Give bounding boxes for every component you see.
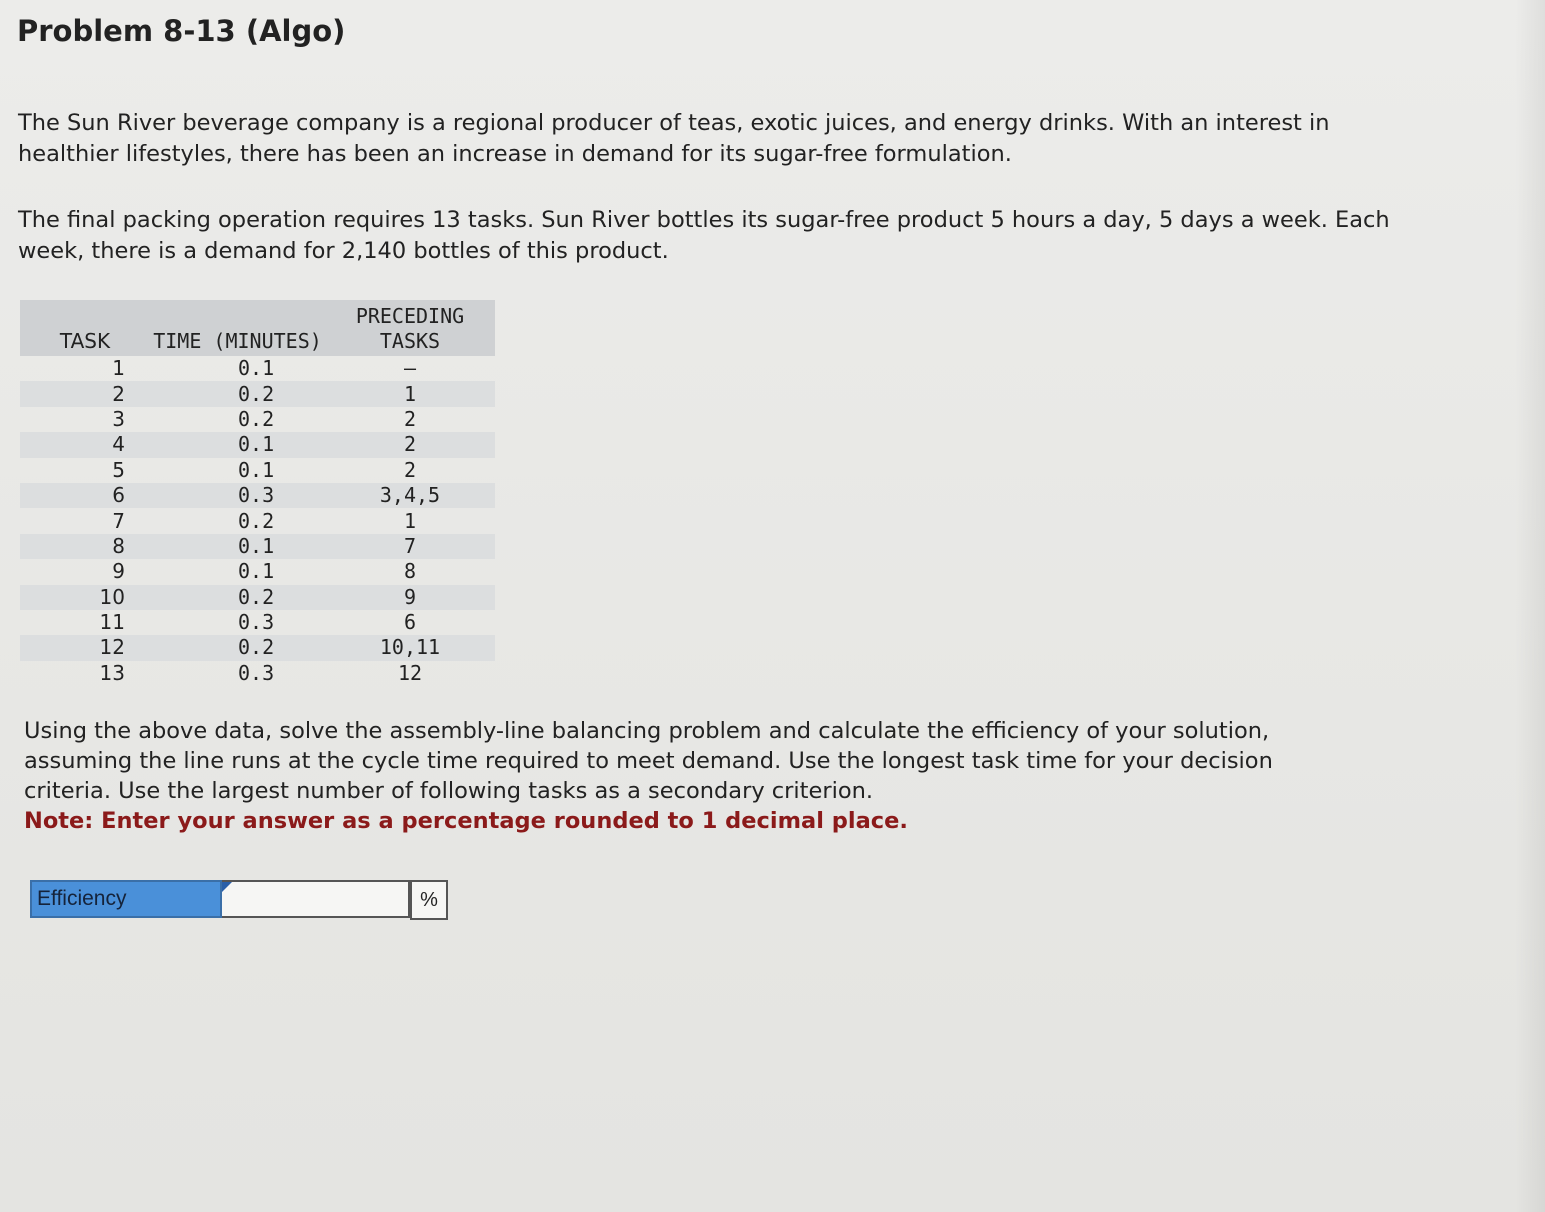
time-cell: 0.2 [238,508,275,533]
table-row [20,407,495,432]
time-cell: 0.1 [238,533,275,558]
preceding-cell: 2 [403,457,417,482]
table-row [20,585,495,610]
time-cell: 0.3 [238,610,275,635]
preceding-cell: 9 [403,584,417,609]
task-table-header-row [20,300,495,356]
efficiency-input-wrapper[interactable] [222,880,410,918]
time-cell: 0.1 [238,457,275,482]
efficiency-label: Efficiency [30,880,222,918]
preceding-cell: 8 [403,559,417,584]
efficiency-answer-row [30,880,448,918]
preceding-cell: 1 [403,508,417,533]
task-table-body [20,356,495,686]
time-cell: 0.2 [238,406,275,431]
efficiency-input[interactable] [222,882,408,916]
input-flag-icon [222,882,232,892]
preceding-cell: 7 [403,533,417,558]
preceding-cell: 10,11 [379,635,441,660]
preceding-cell: 1 [403,381,417,406]
preceding-cell: 2 [403,432,417,457]
task-cell: 1 [112,356,125,381]
time-cell: 0.2 [238,584,275,609]
intro-paragraph: The Sun River beverage company is a regional producer of teas, exotic juices, and energy drinks. With an interest in healthier lifestyles, there has been an increase in demand for its sugar-free formulation. [18,110,1330,167]
instructions-text: Using the above data, solve the assembly-line balancing problem and calculate the efficiency of your solution, assuming the line runs at the cycle time required to meet demand. Use the longest task time for your decision criteria. Use the largest number of following tasks as a secondary criterion. [24,718,1273,804]
task-cell: 5 [112,457,125,482]
note-text: Note: Enter your answer as a percentage rounded to 1 decimal place. [24,808,908,834]
time-cell: 0.1 [238,559,275,584]
time-cell: 0.1 [238,356,275,381]
preceding-cell: — [403,356,417,381]
page-edge-shadow [1515,0,1545,1212]
preceding-cell: 12 [397,660,423,685]
task-table [20,300,495,686]
percent-unit: % [410,880,448,920]
preceding-cell: 3,4,5 [379,483,441,508]
header-preceding-line2: TASKS [379,329,441,353]
instructions-paragraph [24,716,1324,836]
preceding-cell: 2 [403,406,417,431]
task-cell: 11 [99,610,125,635]
table-row [20,381,495,406]
time-cell: 0.3 [238,483,275,508]
task-table-container [20,300,495,686]
task-cell: 8 [112,533,125,558]
header-task: TASK [59,329,111,353]
operation-paragraph: The final packing operation requires 13 tasks. Sun River bottles its sugar-free product 5 hours a day, 5 days a week. Each week, there is a demand for 2,140 bottles of this product. [18,207,1390,264]
table-row [20,356,495,381]
header-preceding [325,300,495,356]
table-row [20,559,495,584]
table-row [20,635,495,660]
task-cell: 3 [112,406,125,431]
header-preceding-line1: PRECEDING [355,304,465,328]
table-row [20,610,495,635]
problem-title: Problem 8-13 (Algo) [17,14,346,48]
table-row [20,458,495,483]
table-row [20,483,495,508]
task-cell: 12 [99,635,125,660]
task-cell: 6 [112,483,125,508]
table-row [20,432,495,457]
header-time: TIME (MINUTES) [153,329,322,353]
task-cell: 13 [99,660,125,685]
time-cell: 0.2 [238,635,275,660]
task-cell: 7 [112,508,125,533]
task-cell: 4 [112,432,125,457]
table-row [20,508,495,533]
task-cell: 2 [112,381,125,406]
task-cell: 9 [112,559,125,584]
time-cell: 0.2 [238,381,275,406]
preceding-cell: 6 [403,610,417,635]
time-cell: 0.1 [238,432,275,457]
table-row [20,661,495,686]
table-row [20,534,495,559]
time-cell: 0.3 [238,660,275,685]
task-cell: 10 [99,584,125,609]
